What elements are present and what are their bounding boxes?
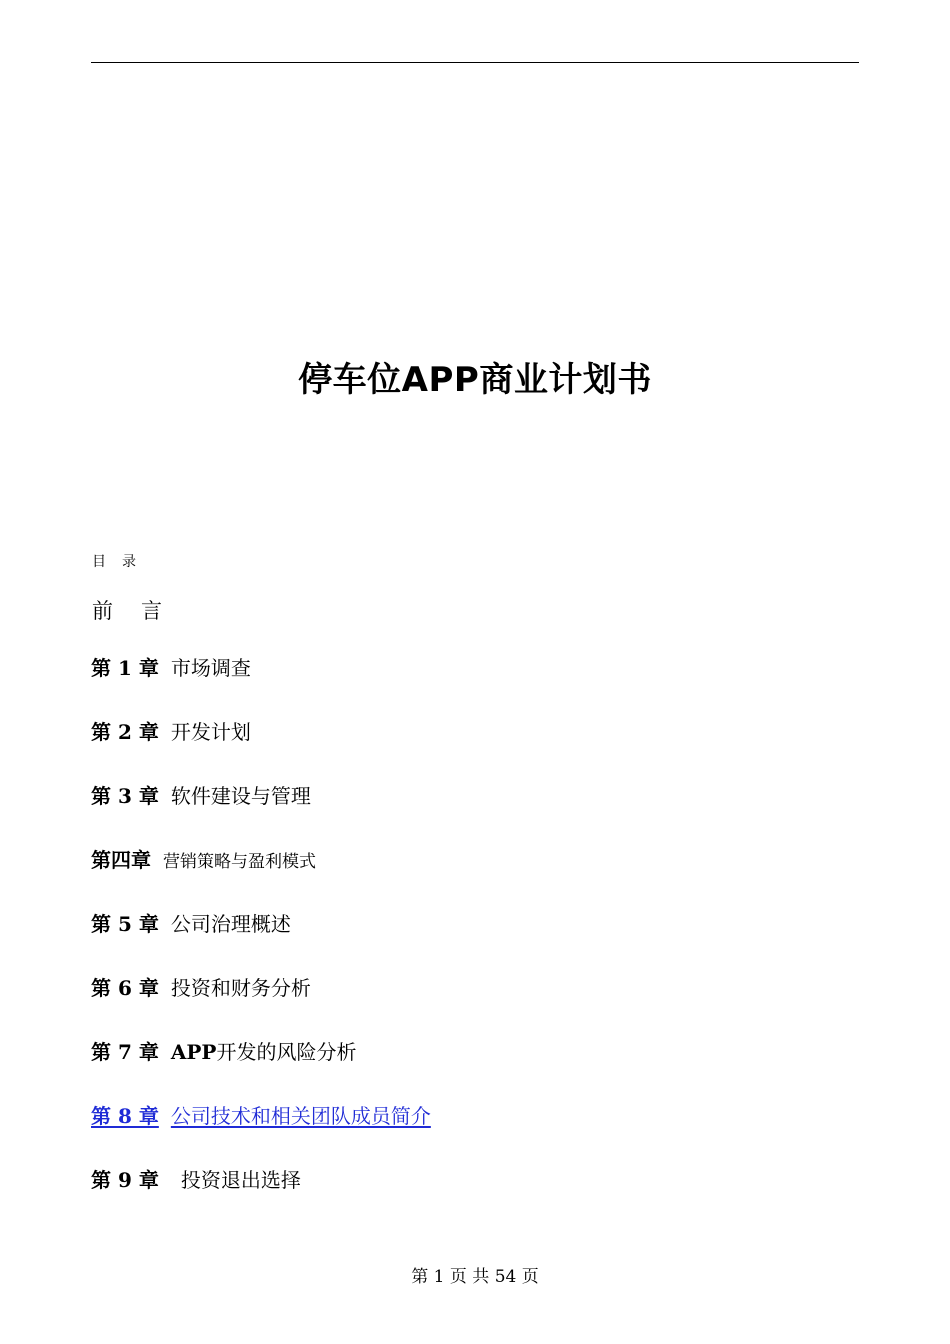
page-footer: 第 1 页 共 54 页	[411, 1267, 539, 1287]
toc-item-chapter-7	[91, 1036, 356, 1065]
toc-item-chapter-4	[91, 844, 316, 873]
toc-chapter-number: 第 8 章	[91, 1104, 159, 1128]
toc-item-chapter-9	[91, 1164, 301, 1193]
header-rule	[91, 62, 859, 63]
toc-chapter-number: 第 7 章	[91, 1040, 159, 1064]
toc-chapter-title: 公司技术和相关团队成员简介	[170, 1104, 431, 1128]
toc-link-chapter-8[interactable]	[91, 1100, 431, 1129]
toc-chapter-title: 营销策略与盈利模式	[163, 852, 316, 872]
toc-item-chapter-3	[91, 780, 311, 809]
toc-chapter-title: 市场调查	[170, 656, 251, 680]
toc-chapter-number: 第四章	[91, 848, 151, 872]
toc-item-chapter-1	[91, 652, 251, 681]
toc-chapter-number: 第 9 章	[91, 1168, 159, 1192]
toc-chapter-title: 投资退出选择	[180, 1168, 301, 1192]
toc-item-chapter-6	[91, 972, 311, 1001]
toc-heading: 目录	[92, 554, 152, 570]
toc-item-chapter-5	[91, 908, 291, 937]
toc-chapter-title: 开发的风险分析	[216, 1040, 357, 1064]
toc-item-preface: 前言	[92, 599, 190, 623]
toc-chapter-number: 第 1 章	[91, 656, 159, 680]
toc-chapter-number: 第 5 章	[91, 912, 159, 936]
toc-chapter-title-prefix: APP	[170, 1040, 217, 1064]
toc-chapter-number: 第 6 章	[91, 976, 159, 1000]
toc-chapter-number: 第 2 章	[91, 720, 159, 744]
toc-chapter-title: 投资和财务分析	[170, 976, 311, 1000]
toc-chapter-title: 软件建设与管理	[170, 784, 311, 808]
document-title: 停车位APP商业计划书	[298, 360, 652, 400]
toc-chapter-title: 公司治理概述	[170, 912, 291, 936]
toc-chapter-number: 第 3 章	[91, 784, 159, 808]
toc-item-chapter-2	[91, 716, 251, 745]
toc-chapter-title: 开发计划	[170, 720, 251, 744]
